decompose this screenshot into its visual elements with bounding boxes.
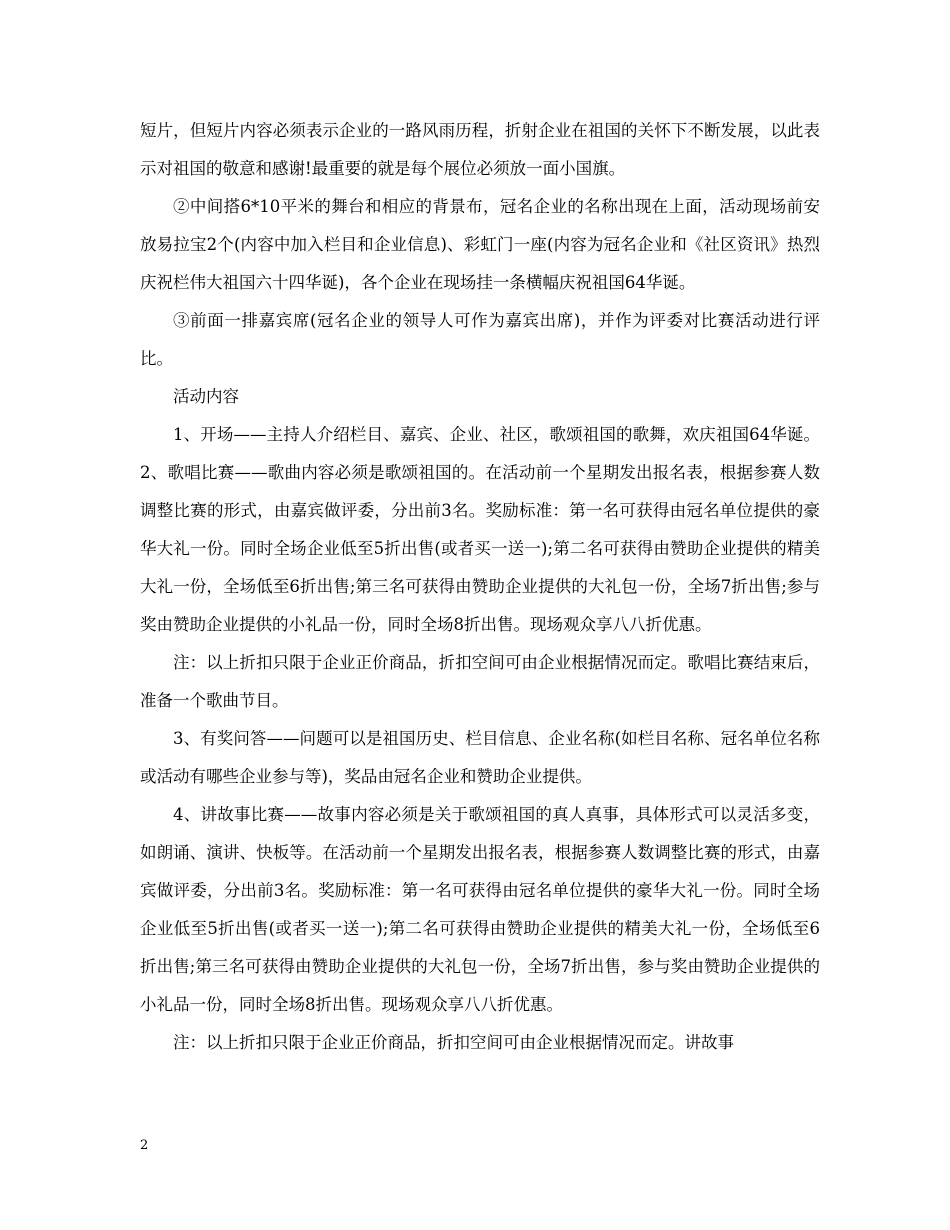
section-heading-activity-content: 活动内容 xyxy=(173,387,239,406)
paragraph-guest-seats: ③前面一排嘉宾席(冠名企业的领导人可作为嘉宾出席)，并作为评委对比赛活动进行评比。 xyxy=(140,311,820,368)
paragraph-note-singing: 注：以上折扣只限于企业正价商品，折扣空间可由企业根据情况而定。歌唱比赛结束后，准备一个歌曲节目。 xyxy=(140,653,820,710)
paragraph-opening-and-singing: 1、开场——主持人介绍栏目、嘉宾、企业、社区，歌颂祖国的歌舞，欢庆祖国64华诞。 2、歌唱比赛——歌曲内容必须是歌颂祖国的。在活动前一个星期发出报名表，根据参赛人数调整比赛的形式，由嘉宾做评委，分出前3名。奖励标准：第一名可获得由冠名单位提供的豪华大礼一份。同时全场企业低至5折出售(或者买一送一);第二名可获得由赞助企业提供的精美大礼一份，全场低至6折出售;第三名可获得由赞助企业提供的大礼包一份，全场7折出售;参与奖由赞助企业提供的小礼品一份，同时全场8折出售。现场观众享八八折优惠。 xyxy=(140,425,820,634)
body-text xyxy=(140,112,820,1062)
paragraph-continued-intro: 短片，但短片内容必须表示企业的一路风雨历程，折射企业在祖国的关怀下不断发展，以此表示对祖国的敬意和感谢!最重要的就是每个展位必须放一面小国旗。 xyxy=(140,121,820,178)
paragraph-note-storytelling: 注：以上折扣只限于企业正价商品，折扣空间可由企业根据情况而定。讲故事 xyxy=(173,1033,734,1052)
paragraph-quiz: 3、有奖问答——问题可以是祖国历史、栏目信息、企业名称(如栏目名称、冠名单位名称或活动有哪些企业参与等)，奖品由冠名企业和赞助企业提供。 xyxy=(140,729,820,786)
paragraph-storytelling: 4、讲故事比赛——故事内容必须是关于歌颂祖国的真人真事，具体形式可以灵活多变，如朗诵、演讲、快板等。在活动前一个星期发出报名表，根据参赛人数调整比赛的形式，由嘉宾做评委，分出前3名。奖励标准：第一名可获得由冠名单位提供的豪华大礼一份。同时全场企业低至5折出售(或者买一送一);第二名可获得由赞助企业提供的精美大礼一份，全场低至6折出售;第三名可获得由赞助企业提供的大礼包一份，全场7折出售，参与奖由赞助企业提供的小礼品一份，同时全场8折出售。现场观众享八八折优惠。 xyxy=(140,805,820,1014)
paragraph-stage-setup: ②中间搭6*10平米的舞台和相应的背景布，冠名企业的名称出现在上面，活动现场前安放易拉宝2个(内容中加入栏目和企业信息)、彩虹门一座(内容为冠名企业和《社区资讯》热烈庆祝栏伟大祖国六十四华诞)，各个企业在现场挂一条横幅庆祝祖国64华诞。 xyxy=(140,197,820,292)
page-number: 2 xyxy=(140,1138,149,1153)
